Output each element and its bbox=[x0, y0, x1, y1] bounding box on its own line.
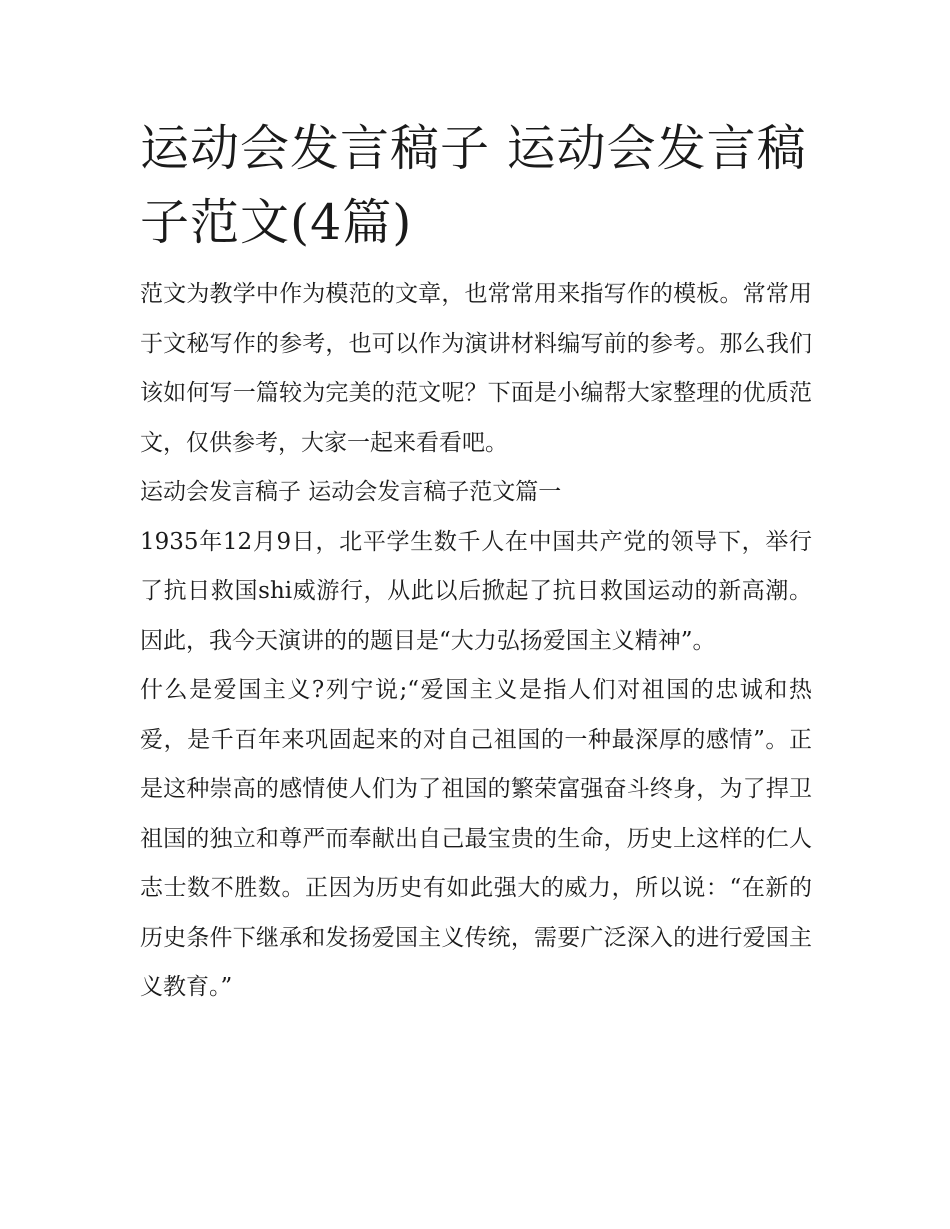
section-heading: 运动会发言稿子 运动会发言稿子范文篇一 bbox=[140, 479, 562, 505]
intro-paragraph: 范文为教学中作为模范的文章，也常常用来指写作的模板。常常用于文秘写作的参考，也可以作为演讲材料编写前的参考。那么我们该如何写一篇较为完美的范文呢？下面是小编帮大家整理的优质范文，仅供参考，大家一起来看看吧。 bbox=[140, 281, 812, 456]
document-page bbox=[140, 112, 812, 1013]
body-paragraph: 什么是爱国主义?列宁说;“爱国主义是指人们对祖国的忠诚和热爱，是千百年来巩固起来的对自己祖国的一种最深厚的感情”。正是这种崇高的感情使人们为了祖国的繁荣富强奋斗终身，为了捍卫祖国的独立和尊严而奉献出自己最宝贵的生命，历史上这样的仁人志士数不胜数。正因为历史有如此强大的威力，所以说：“在新的历史条件下继承和发扬爱国主义传统，需要广泛深入的进行爱国主义教育。” bbox=[140, 677, 812, 1000]
document-title: 运动会发言稿子 运动会发言稿子范文(4篇) bbox=[140, 120, 807, 251]
body-paragraph: 1935年12月9日，北平学生数千人在中国共产党的领导下，举行了抗日救国shi威游行，从此以后掀起了抗日救国运动的新高潮。因此，我今天演讲的的题目是“大力弘扬爱国主义精神”。 bbox=[140, 528, 812, 654]
